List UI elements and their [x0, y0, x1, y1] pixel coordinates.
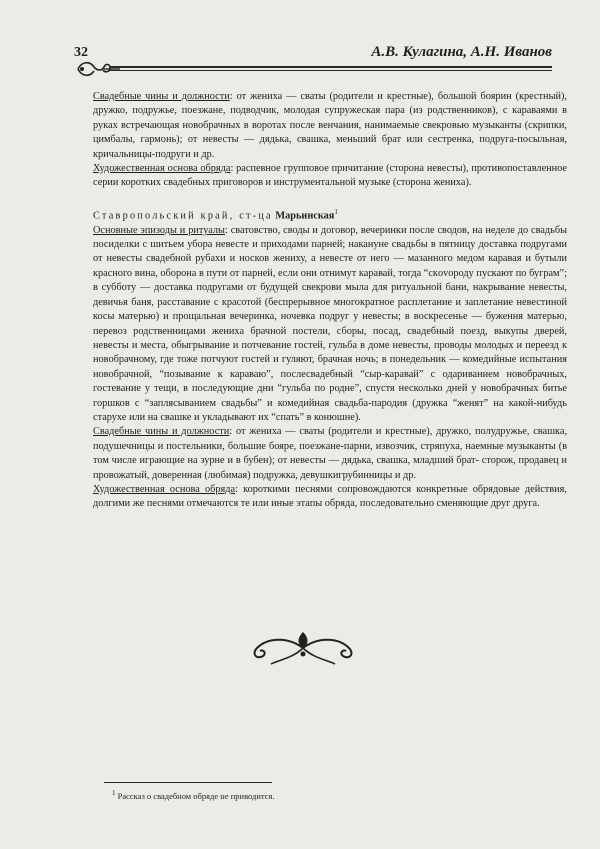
section-label: Основные эпизоды и ритуалы [93, 224, 225, 236]
village-name: Марьинская [275, 210, 335, 222]
region-name: Ставропольский край, ст-ца [93, 210, 273, 222]
section-label: Художественная основа обряда [93, 163, 231, 175]
footnote-mark: 1 [334, 207, 338, 216]
section-label: Свадебные чины и должности [93, 426, 230, 438]
section-label: Свадебные чины и должности [93, 91, 230, 102]
paragraph-text: : от жениха — сваты (родители и крестные), большой боярин (крестный), дружко, подружье, поезжане, подводчик, молодая супружеская пара (из родственников), с караваями в руках встречающая новобрачных в воротах после венчания, нанимаемые свекровью музыканты (скрипки, цимбалы, гармонь); от невесты — дядька, свашка, меньший брат или сестренка, подруга-посыльная, кричальницы-подруги и др. [93, 91, 567, 160]
paragraph [93, 90, 567, 162]
header-rule-thin [110, 70, 552, 71]
paragraph-text: : сватовство, своды и договор, вечеринки после сводов, на неделе до свадьбы посиделки с шитьем убора невесте и приходами парней; накануне свадьбы в пятницу доставка подругами от невесты свадебной рубахи и носков жениху, а невесте от него — мазанного медом каравая и бутыли красного вина, оборона в пути от парней, если они отнимут каравай, тогда “скovороду пускают по буграм”; в субботу — доставка подругами от будущей свекрови мыла для ритуальной бани, накрывание невесты, девичья баня, расставание с красотой (беспрерывное многократное расплетание и заплетание невестиной косы матерью) и прощальная вечеринка, ночевка подруг у невесты; в воскресенье — буження матерью, перевоз родственницами жениха брачной постели, сборы, посад, свадебный поезд, выкупы дверей, невесты и места, обыгрывание и потчевание гостей, гульба в доме невесты, проводы молодых и переезд к новобрачному, где тоже потчуют гостей и гуляют, брачная ночь; в понедельник — комедийные испытания новобрачной, “позывание к караваю”, послесвадебный “сыр-каравай” с одариванием новобрачных, гостевание у тещи, в последующие дни “гульба по родне”, спустя несколько дней у новобрачных битье горшков с “заплясыванием свадьбы” и комедийная свадьба-пародия (дружка “женят” на какой-нибудь старухе или на свашке и укладывают их “спать” в конюшне). [93, 224, 568, 423]
region-heading [93, 205, 567, 224]
paragraph [93, 425, 567, 483]
paragraph [93, 162, 567, 191]
footnote-number: 1 [112, 789, 116, 797]
paragraph [93, 483, 567, 512]
page-number: 32 [74, 45, 88, 60]
footnote [112, 789, 275, 801]
end-ornament-icon [237, 628, 369, 670]
paragraph [93, 224, 567, 426]
running-head: А.В. Кулагина, А.Н. Иванов [371, 44, 552, 60]
section-label: Художественная основа обряда [93, 483, 236, 495]
main-text [93, 90, 567, 512]
paragraph-text: : распевное групповое причитание (сторона невесты), противопоставленное серии коротких свадебных приговоров и инструментальной музыке (сторона жениха). [93, 163, 568, 189]
paragraph-text: : от жениха — сваты (родители и крестные), дружкo, полудружье, свашка, подушечницы и постельники, большие бояре, поезжане-парни, извозчик, стряпуха, наемные музыканты (в том числе играющие на зурне и в бубен); от невесты — дядька, свашка, младший брат- сторож, продавец и провожатый, доверенная (любимая) подружка, девушкигрубинницы и др. [93, 426, 568, 481]
footnote-rule [104, 782, 272, 783]
paragraph-text: : короткими песнями сопровождаются конкретные обрядовые действия, долгими же песнями отмечаются те или иные этапы обряда, последовательно сменяющие друг друга. [93, 483, 567, 510]
header-rule [110, 66, 552, 68]
header-ornament-icon [74, 58, 120, 80]
footnote-text: Рассказ о свадебном обряде не приводится. [117, 790, 275, 801]
